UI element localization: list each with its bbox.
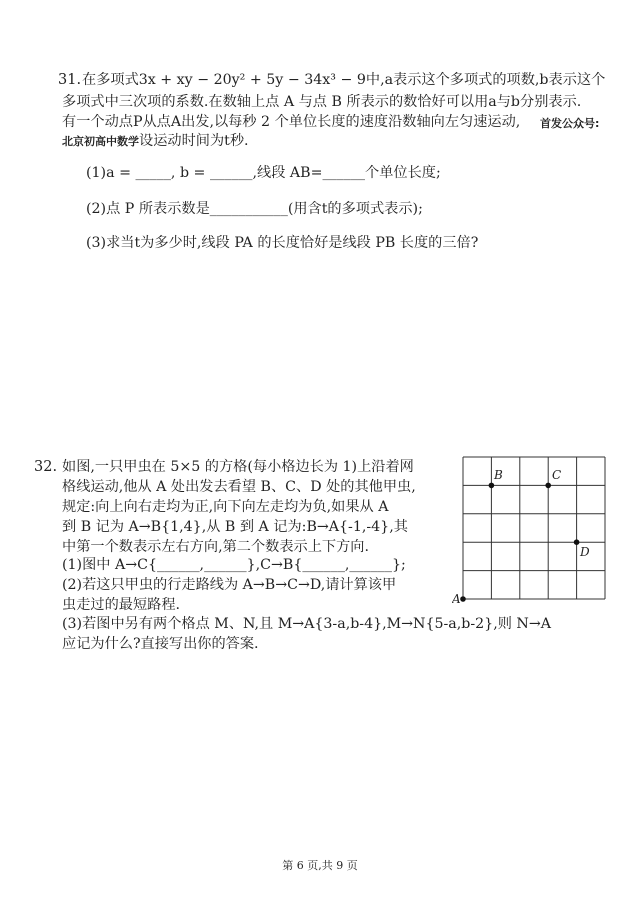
point-d xyxy=(574,539,580,545)
q31-line-4 xyxy=(62,133,249,150)
q31-sub-2: (2)点 P 所表示数是___________(用含t的多项式表示); xyxy=(86,201,423,217)
q31-sub-3: (3)求当t为多少时,线段 PA 的长度恰好是线段 PB 长度的三倍? xyxy=(86,235,479,251)
page-footer: 第 6 页,共 9 页 xyxy=(282,859,358,872)
point-a xyxy=(460,596,466,602)
q31-line-1: 在多项式3x + xy − 20y² + 5y − 34x³ − 9中,a表示这个多项式的项数,b表示这个 xyxy=(82,72,606,88)
q31-watermark-a: 首发公众号: xyxy=(540,117,600,130)
label-c: C xyxy=(552,468,562,482)
q32-number: 32. xyxy=(34,459,58,475)
q32-sub-3-cont: 应记为什么?直接写出你的答案. xyxy=(62,636,259,652)
q32-line-4: 到 B 记为 A→B{1,4},从 B 到 A 记为:B→A{-1,-4},其 xyxy=(62,519,408,535)
q32-sub-3: (3)若图中另有两个格点 M、N,且 M→A{3-a,b-4},M→N{5-a,b-2},则 N→A xyxy=(62,616,551,632)
q31-number: 31. xyxy=(58,72,82,88)
q31-watermark-b: 北京初高中数学 xyxy=(62,135,139,148)
beetle-grid-figure xyxy=(452,456,612,606)
q32-sub-2: (2)若这只甲虫的行走路线为 A→B→C→D,请计算该甲 xyxy=(62,577,397,593)
q31-sub-1: (1)a = _____, b = ______,线段 AB=______个单位长度; xyxy=(86,165,441,181)
q32-line-3: 规定:向上向右走均为正,向下向左走均为负,如果从 A xyxy=(62,499,389,515)
label-a: A xyxy=(452,592,461,606)
label-b: B xyxy=(494,468,503,482)
q32-line-2: 格线运动,他从 A 处出发去看望 B、C、D 处的其他甲虫, xyxy=(62,479,416,495)
q31-line-4-tail: 设运动时间为t秒. xyxy=(139,133,249,149)
label-d: D xyxy=(580,545,590,559)
point-b xyxy=(489,483,495,489)
point-c xyxy=(545,483,551,489)
grid-lines xyxy=(463,457,605,599)
q32-line-1: 如图,一只甲虫在 5×5 的方格(每小格边长为 1)上沿着网 xyxy=(62,459,414,475)
q32-sub-2-cont: 虫走过的最短路程. xyxy=(62,597,181,613)
q32-sub-1: (1)图中 A→C{______,______},C→B{______,______}; xyxy=(62,557,406,573)
q31-line-2: 多项式中三次项的系数.在数轴上点 A 与点 B 所表示的数恰好可以用a与b分别表示. xyxy=(62,94,582,110)
q31-line-3: 有一个动点P从点A出发,以每秒 2 个单位长度的速度沿数轴向左匀速运动, xyxy=(62,114,521,130)
q32-line-5: 中第一个数表示左右方向,第二个数表示上下方向. xyxy=(62,539,369,555)
